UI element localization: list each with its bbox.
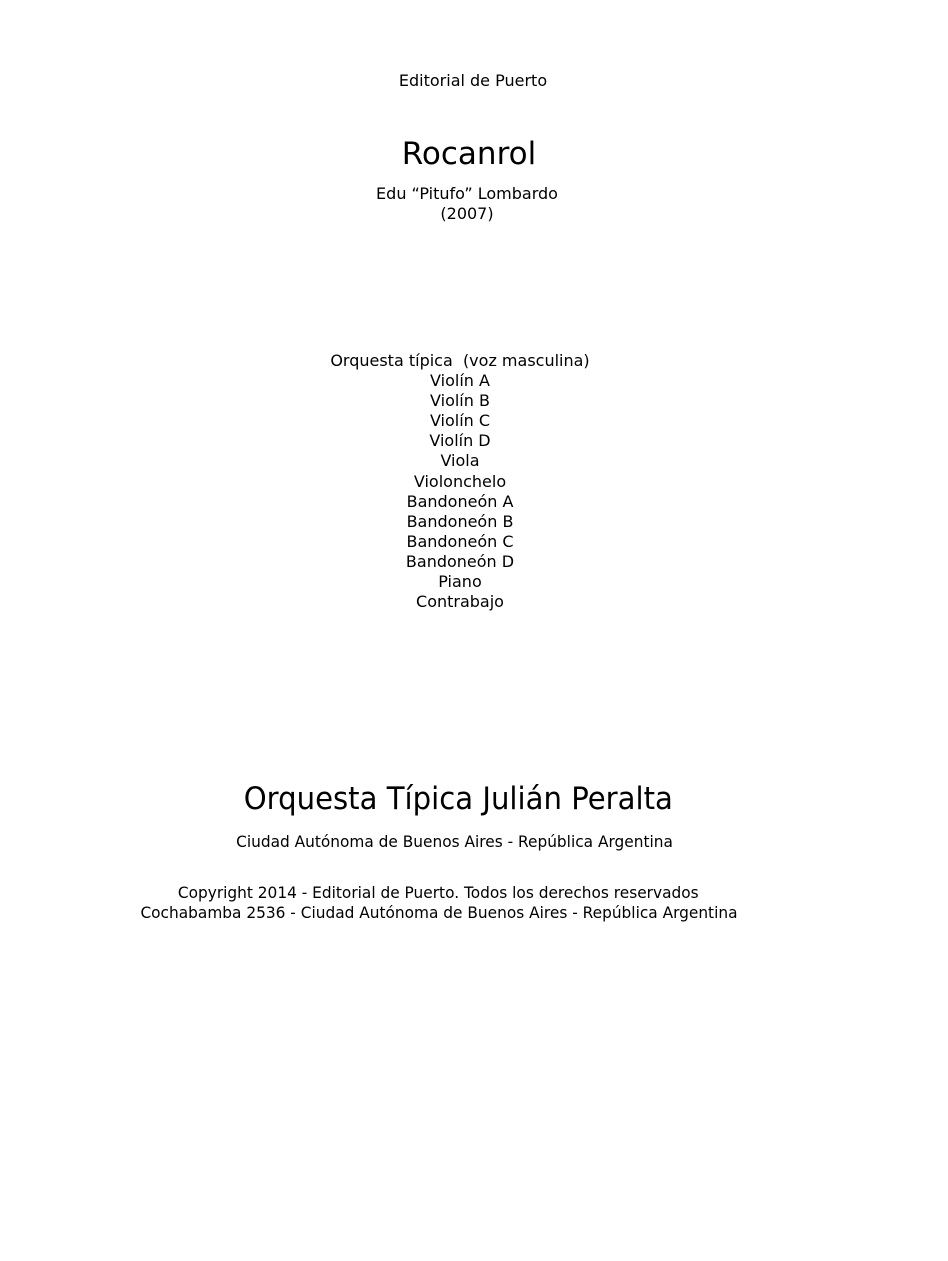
score-title: Rocanrol [401,136,537,172]
copyright-block [0,885,876,901]
instrument-item: Bandoneón B [406,511,514,531]
instrument-item: Piano [438,572,482,592]
instrument-item: Bandoneón D [405,551,515,571]
publisher-name: Editorial de Puerto [398,71,548,90]
instrumentation-list [0,351,920,612]
instrument-item: Violín A [430,371,490,391]
orchestra-name: Orquesta Típica Julián Peralta [243,781,673,817]
instrumentation-heading: Orquesta típica (voz masculina) [330,351,590,370]
copyright-notice: Copyright 2014 - Editorial de Puerto. Todos los derechos reservados [177,883,699,902]
orchestra-name-block [0,781,916,817]
instrument-item: Viola [440,451,480,471]
address-block [0,905,878,921]
composition-year: (2007) [440,204,494,223]
instrument-item: Violín B [430,391,490,411]
instrument-item: Bandoneón A [406,491,514,511]
instrument-item: Violín D [429,431,491,451]
composer-name: Edu “Pitufo” Lombardo [376,184,558,203]
instrument-item: Contrabajo [416,592,504,612]
city-line-block [0,834,908,850]
instrument-item: Violonchelo [413,471,507,491]
instrument-item: Violín C [429,411,491,431]
instrument-item: Bandoneón C [406,531,514,551]
city-line: Ciudad Autónoma de Buenos Aires - República Argentina [235,832,673,851]
publisher-address: Cochabamba 2536 - Ciudad Autónoma de Buenos Aires - República Argentina [140,903,738,922]
